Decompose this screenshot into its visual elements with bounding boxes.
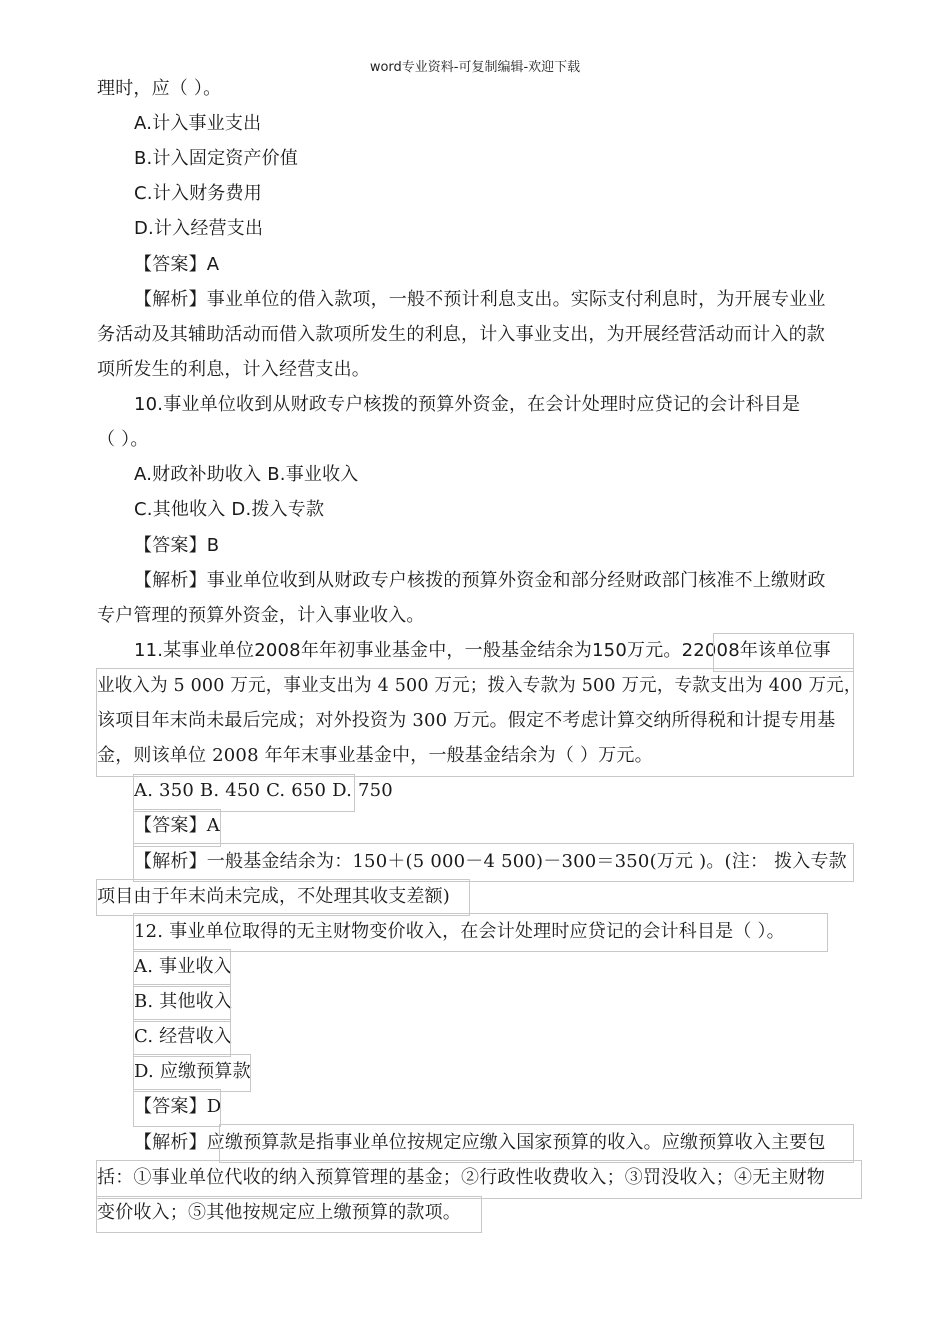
text-line: C.计入财务费用 xyxy=(134,183,262,204)
text-line: 专户管理的预算外资金，计入事业收入。 xyxy=(97,605,425,626)
text-line: 金，则该单位 2008 年年末事业基金中，一般基金结余为（ ）万元。 xyxy=(97,745,653,766)
text-line: 11.某事业单位2008年年初事业基金中，一般基金结余为150万元。22008年该单位事 xyxy=(134,640,831,661)
text-line: D.计入经营支出 xyxy=(134,218,264,239)
text-line: 项目由于年末尚未完成，不处理其收支差额) xyxy=(97,886,451,907)
text-line: 12. 事业单位取得的无主财物变价收入，在会计处理时应贷记的会计科目是（ ）。 xyxy=(134,921,785,942)
page-header: word专业资料-可复制编辑-欢迎下载 xyxy=(369,60,581,75)
text-line: D. 应缴预算款 xyxy=(134,1061,251,1082)
text-line: 业收入为 5 000 万元，事业支出为 4 500 万元；拨入专款为 500 万元，专款支出为 400 万元， xyxy=(97,675,862,696)
text-line: 【解析】应缴预算款是指事业单位按规定应缴入国家预算的收入。应缴预算收入主要包 xyxy=(134,1132,826,1153)
text-line: 【答案】A xyxy=(134,815,220,836)
text-line: A. 事业收入 xyxy=(134,956,232,977)
text-line: C.其他收入 D.拨入专款 xyxy=(134,499,325,520)
text-line: 项所发生的利息，计入经营支出。 xyxy=(97,359,370,380)
text-line: 该项目年末尚未最后完成；对外投资为 300 万元。假定不考虑计算交纳所得税和计提专用基 xyxy=(97,710,836,731)
text-line: 变价收入；⑤其他按规定应上缴预算的款项。 xyxy=(97,1202,461,1223)
text-line: 【答案】A xyxy=(134,254,220,275)
text-line: 【答案】D xyxy=(134,1096,222,1117)
text-line: 【解析】事业单位的借入款项，一般不预计利息支出。实际支付利息时，为开展专业业 xyxy=(134,289,826,310)
text-line: 理时，应（ ）。 xyxy=(97,78,222,99)
text-line: B. 其他收入 xyxy=(134,991,233,1012)
text-line: C. 经营收入 xyxy=(134,1026,232,1047)
text-line: 括：①事业单位代收的纳入预算管理的基金；②行政性收费收入；③罚没收入；④无主财物 xyxy=(97,1167,825,1188)
text-line: 【答案】B xyxy=(134,535,220,556)
text-line: （ ）。 xyxy=(97,429,149,450)
text-line: 务活动及其辅助活动而借入款项所发生的利息，计入事业支出，为开展经营活动而计入的款 xyxy=(97,324,825,345)
text-line: A.计入事业支出 xyxy=(134,113,262,134)
text-line: A.财政补助收入 B.事业收入 xyxy=(134,464,359,485)
text-line: 10.事业单位收到从财政专户核拨的预算外资金，在会计处理时应贷记的会计科目是 xyxy=(134,394,801,415)
text-line: A. 350 B. 450 C. 650 D. 750 xyxy=(134,780,393,801)
text-line: 【解析】事业单位收到从财政专户核拨的预算外资金和部分经财政部门核准不上缴财政 xyxy=(134,570,826,591)
text-line: B.计入固定资产价值 xyxy=(134,148,299,169)
text-line: 【解析】一般基金结余为：150＋(5 000－4 500)－300＝350(万元 )。(注： 拨入专款 xyxy=(134,851,847,872)
